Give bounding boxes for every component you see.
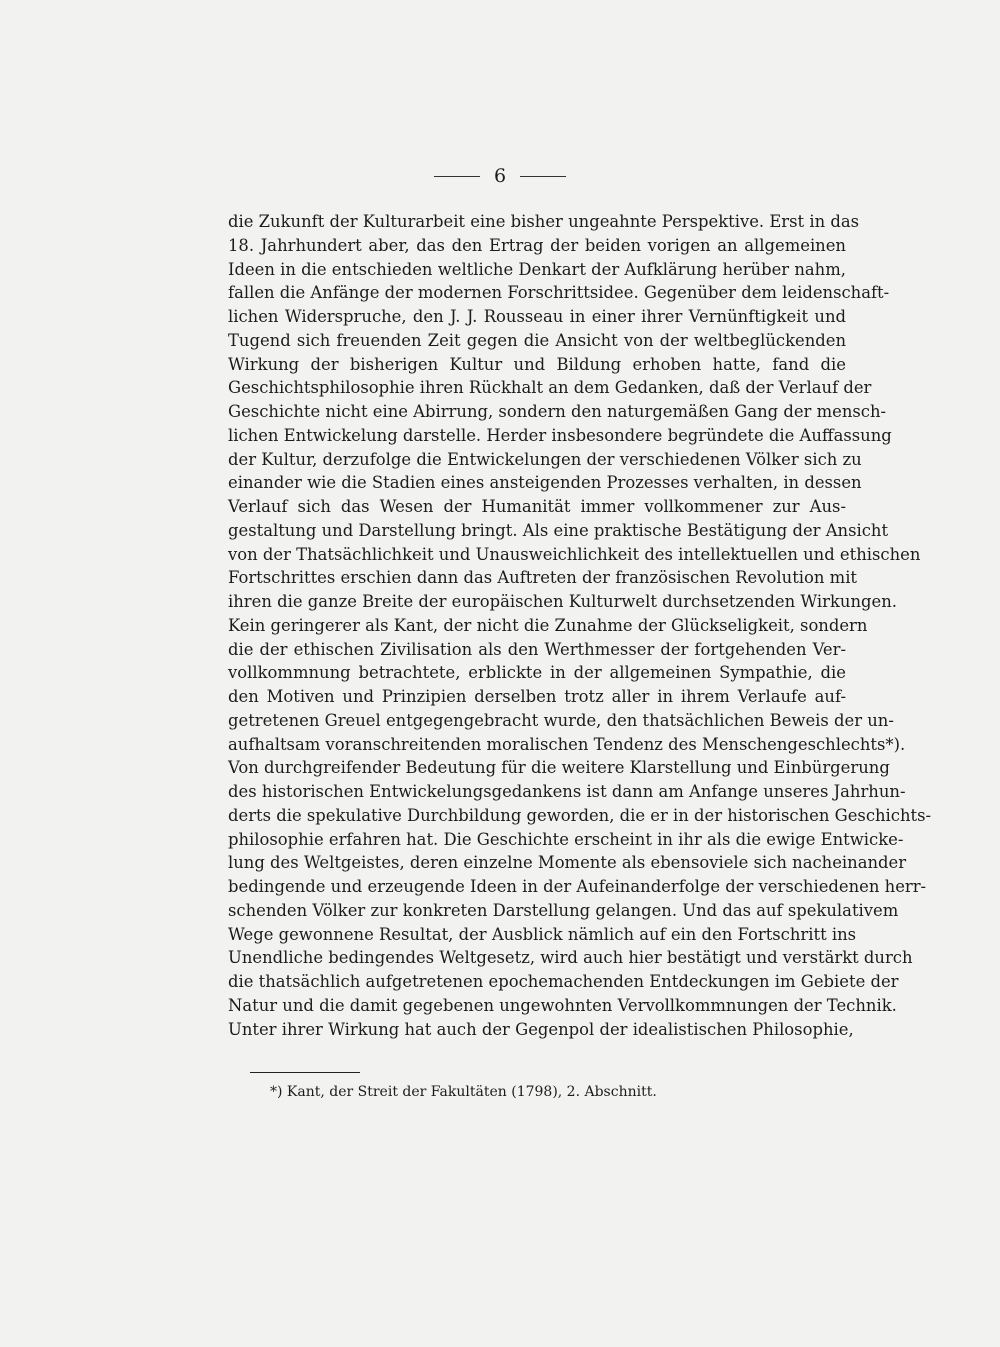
text-line: 18. Jahrhundert aber, das den Ertrag der beiden vorigen an allgemeinen	[228, 235, 846, 255]
text-line: Geschichte nicht eine Abirrung, sondern den naturgemäßen Gang der mensch-	[228, 402, 887, 421]
text-line: derts die spekulative Durchbildung geworden, die er in der historischen Geschichts-	[228, 805, 932, 825]
text-line: einander wie die Stadien eines ansteigenden Prozesses verhalten, in dessen	[228, 473, 862, 493]
text-line: Kein geringerer als Kant, der nicht die Zunahme der Glückseligkeit, sondern	[228, 615, 868, 635]
text-line: Wirkung der bisherigen Kultur und Bildung erhoben hatte, fand die	[228, 354, 846, 374]
header-rule-left	[434, 176, 480, 177]
text-line: von der Thatsächlichkeit und Unausweichlichkeit des intellektuellen und ethischen	[228, 544, 921, 564]
text-line: fallen die Anfänge der modernen Forschrittsidee. Gegenüber dem leidenschaft-	[228, 283, 890, 303]
text-line: aufhaltsam voranschreitenden moralischen Tendenz des Menschengeschlechts*).	[228, 734, 906, 754]
text-line: Wege gewonnene Resultat, der Ausblick nämlich auf ein den Fortschritt ins	[228, 924, 857, 944]
header-rule-right	[520, 176, 566, 177]
text-line: Verlauf sich das Wesen der Humanität immer vollkommener zur Aus-	[228, 497, 846, 516]
text-line: lichen Widerspruche, den J. J. Rousseau in einer ihrer Vernünftigkeit und	[228, 307, 846, 326]
body-text	[228, 210, 932, 1041]
text-line: vollkommnung betrachtete, erblickte in der allgemeinen Sympathie, die	[228, 663, 846, 683]
text-line: getretenen Greuel entgegengebracht wurde, den thatsächlichen Beweis der un-	[228, 710, 894, 730]
text-line: Von durchgreifender Bedeutung für die weitere Klarstellung und Einbürgerung	[228, 758, 890, 778]
text-line: die der ethischen Zivilisation als den Werthmesser der fortgehenden Ver-	[228, 639, 846, 659]
text-line: lung des Weltgeistes, deren einzelne Momente als ebensoviele sich nacheinander	[228, 853, 907, 873]
footnote: *) Kant, der Streit der Fakultäten (1798), 2. Abschnitt.	[270, 1084, 657, 1100]
text-line: gestaltung und Darstellung bringt. Als eine praktische Bestätigung der Ansicht	[228, 520, 889, 540]
text-line: die thatsächlich aufgetretenen epochemachenden Entdeckungen im Gebiete der	[228, 972, 899, 991]
page-header	[0, 166, 1000, 186]
text-line: Unter ihrer Wirkung hat auch der Gegenpol der idealistischen Philosophie,	[228, 1019, 854, 1039]
footnote-rule	[250, 1072, 360, 1073]
text-line: bedingende und erzeugende Ideen in der Aufeinanderfolge der verschiedenen herr-	[228, 877, 927, 896]
text-line: den Motiven und Prinzipien derselben trotz aller in ihrem Verlaufe auf-	[228, 687, 846, 706]
text-line: Geschichtsphilosophie ihren Rückhalt an dem Gedanken, daß der Verlauf der	[228, 378, 872, 398]
text-line: Tugend sich freuenden Zeit gegen die Ansicht von der weltbeglückenden	[228, 330, 846, 350]
text-line: Ideen in die entschieden weltliche Denkart der Aufklärung herüber nahm,	[228, 259, 846, 279]
text-line: Natur und die damit gegebenen ungewohnten Vervollkommnungen der Technik.	[228, 995, 897, 1015]
text-line: schenden Völker zur konkreten Darstellung gelangen. Und das auf spekulativem	[228, 900, 899, 920]
text-line: Fortschrittes erschien dann das Auftreten der französischen Revolution mit	[228, 568, 858, 588]
text-line: die Zukunft der Kulturarbeit eine bisher ungeahnte Perspektive. Erst in das	[228, 212, 860, 231]
text-line: des historischen Entwickelungsgedankens ist dann am Anfange unseres Jahrhun-	[228, 782, 906, 801]
text-line: der Kultur, derzufolge die Entwickelungen der verschiedenen Völker sich zu	[228, 449, 862, 469]
text-line: ihren die ganze Breite der europäischen Kulturwelt durchsetzenden Wirkungen.	[228, 592, 897, 611]
text-line: Unendliche bedingendes Weltgesetz, wird auch hier bestätigt und verstärkt durch	[228, 948, 913, 968]
page-number: 6	[493, 165, 507, 187]
text-line: philosophie erfahren hat. Die Geschichte erscheint in ihr als die ewige Entwicke-	[228, 829, 904, 849]
text-line: lichen Entwickelung darstelle. Herder insbesondere begründete die Auffassung	[228, 425, 892, 445]
